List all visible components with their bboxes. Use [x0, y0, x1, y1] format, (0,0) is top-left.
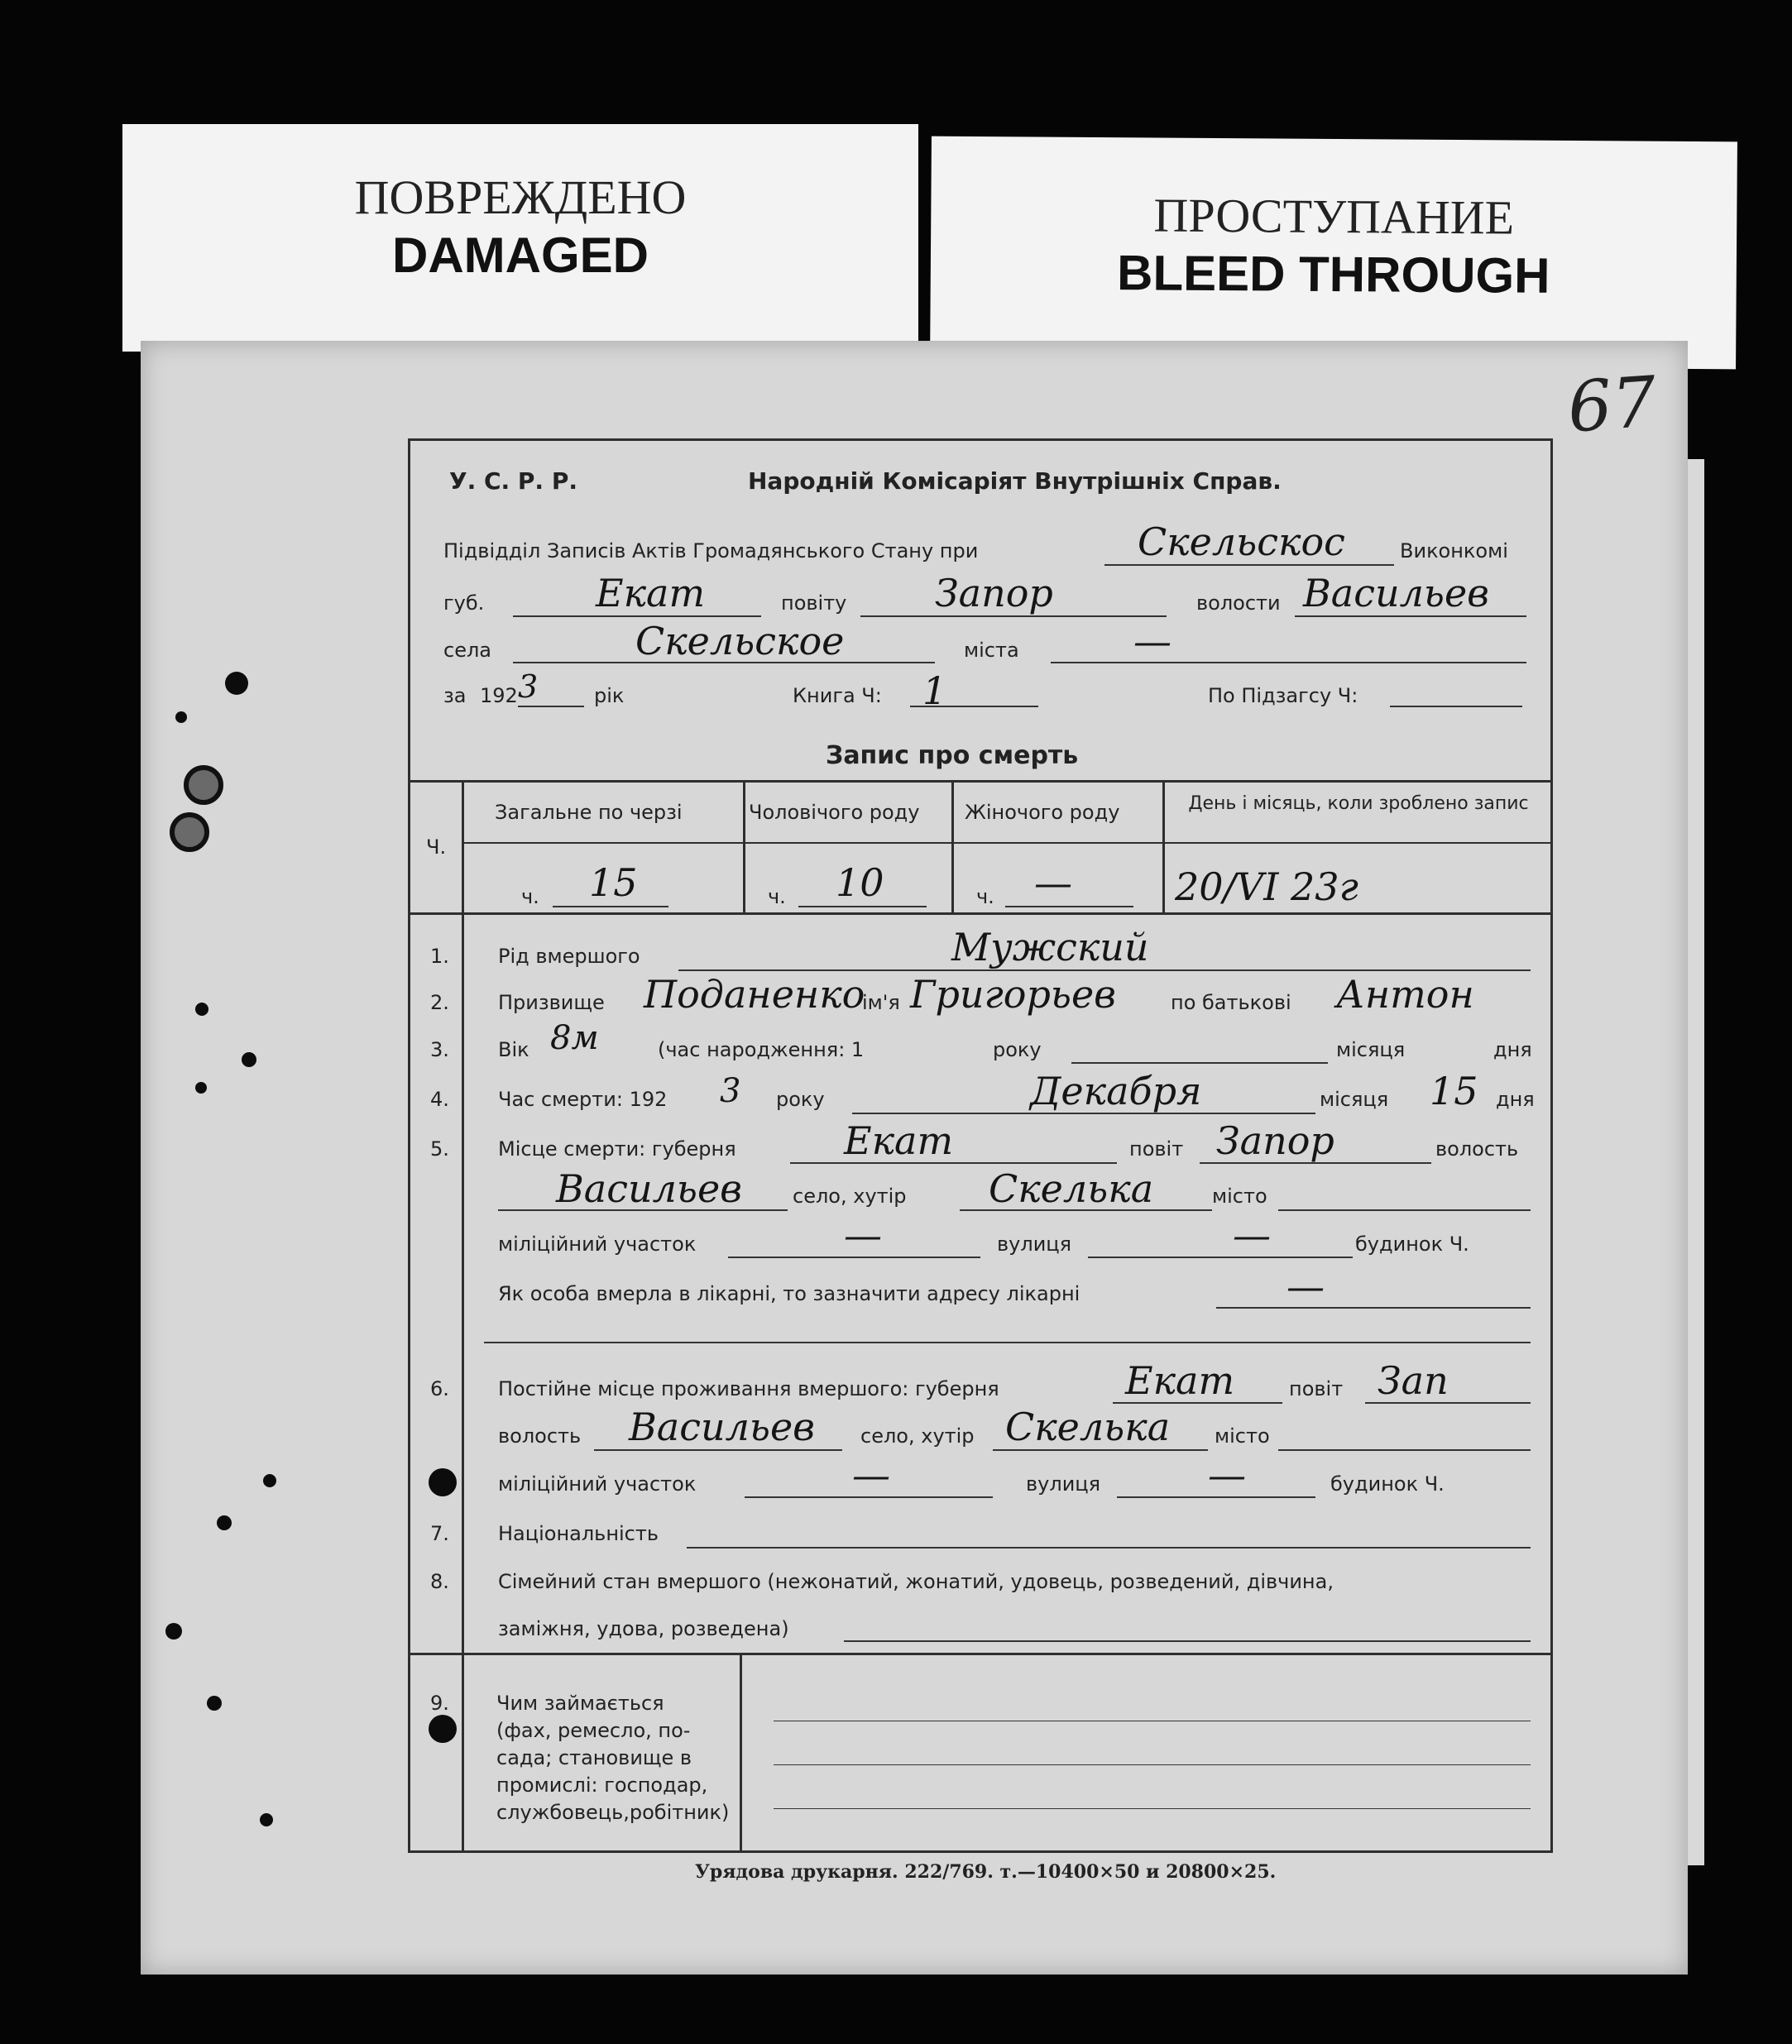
- count-male-label: Чоловічого роду: [749, 801, 920, 824]
- death-place-povit-underline: [1200, 1162, 1431, 1164]
- death-place-label: Місце смерти: губерня: [498, 1137, 736, 1161]
- residence-povit-underline: [1365, 1402, 1531, 1404]
- death-year-value: 3: [720, 1072, 741, 1110]
- subdept-value: Скельскос: [1138, 519, 1345, 564]
- count-table-divider: [743, 780, 745, 912]
- death-place-povit-value: Запор: [1216, 1118, 1334, 1163]
- death-place-gub-underline: [790, 1162, 1117, 1164]
- occupation-label-line: Чим займається: [496, 1692, 664, 1715]
- punch-hole: [207, 1696, 222, 1711]
- row5-number: 5.: [430, 1137, 449, 1161]
- bleed-through-label-ru: ПРОСТУПАНИЕ: [1153, 188, 1515, 245]
- body-top-line: [410, 912, 1552, 915]
- count-general-underline: [553, 906, 668, 907]
- subsection-label: По Підзагсу Ч:: [1208, 684, 1358, 707]
- page-number: 67: [1564, 361, 1660, 448]
- count-table-divider: [462, 780, 464, 912]
- residence-volost-underline: [594, 1449, 842, 1451]
- punch-hole: [170, 812, 209, 852]
- death-place-militia-value: —: [844, 1213, 882, 1257]
- death-place-volost-underline: [498, 1209, 788, 1211]
- volost-underline: [1295, 615, 1526, 617]
- death-day-label: дня: [1496, 1088, 1535, 1111]
- death-place-selo-value: Скелька: [989, 1166, 1154, 1211]
- row4-number: 4.: [430, 1088, 449, 1111]
- selo-underline: [513, 662, 935, 663]
- birth-time-label: (час народження: 1: [658, 1038, 865, 1061]
- residence-militia-label: міліційний участок: [498, 1472, 697, 1496]
- marital-status-label-line1: Сімейний стан вмершого (нежонатий, жонатий, удовець, розведений, дівчина,: [498, 1570, 1334, 1593]
- row3-number: 3.: [430, 1038, 449, 1061]
- count-female-label: Жіночого роду: [965, 801, 1120, 824]
- damaged-label-en: DAMAGED: [392, 227, 649, 283]
- occupation-label-line: службовець,робітник): [496, 1801, 730, 1824]
- hospital-address-underline-2: [484, 1342, 1531, 1343]
- first-name-value: Григорьев: [910, 972, 1116, 1017]
- punch-hole: [263, 1474, 276, 1487]
- gub-value: Екат: [596, 571, 706, 615]
- count-female-prefix: ч.: [976, 885, 994, 908]
- residence-mista-label: місто: [1215, 1424, 1270, 1448]
- residence-label: Постійне місце проживання вмершого: губерня: [498, 1377, 999, 1400]
- death-month-label: місяця: [1320, 1088, 1389, 1111]
- punch-hole: [195, 1082, 207, 1094]
- section9-number-divider: [462, 1653, 464, 1851]
- deceased-sex-value: Мужский: [951, 925, 1149, 969]
- occupation-label-line: сада; становище в: [496, 1746, 692, 1769]
- count-table-inner-line: [462, 842, 1552, 844]
- residence-gub-value: Екат: [1125, 1358, 1235, 1403]
- count-general-prefix: ч.: [521, 885, 539, 908]
- section9-label-divider: [740, 1653, 742, 1851]
- patronymic-value: Антон: [1336, 972, 1474, 1017]
- residence-street-label: вулиця: [1026, 1472, 1101, 1496]
- death-day-value: 15: [1430, 1069, 1478, 1113]
- row8-number: 8.: [430, 1570, 449, 1593]
- occupation-answer-line: [774, 1808, 1531, 1809]
- gub-underline: [513, 615, 761, 617]
- occupation-label-line: (фах, ремесло, по-: [496, 1719, 691, 1742]
- patronymic-label: по батькові: [1171, 991, 1291, 1014]
- mista-underline: [1051, 662, 1526, 663]
- mista-label: міста: [964, 639, 1019, 662]
- death-place-volost-label: волость: [1435, 1137, 1519, 1161]
- marital-status-underline: [844, 1640, 1531, 1642]
- damaged-label-card: [122, 124, 918, 352]
- residence-house-label: будинок Ч.: [1330, 1472, 1445, 1496]
- count-general-value: 15: [589, 860, 638, 905]
- row9-number: 9.: [430, 1692, 449, 1715]
- age-value: 8м: [550, 1019, 599, 1057]
- bleed-through-label-card: [930, 136, 1737, 370]
- death-place-povit-label: повіт: [1129, 1137, 1184, 1161]
- povit-label: повіту: [781, 591, 847, 615]
- count-table-top-line: [410, 780, 1552, 783]
- punch-hole: [217, 1515, 232, 1530]
- punch-hole: [165, 1623, 182, 1640]
- bleed-through-label-en: BLEED THROUGH: [1116, 245, 1550, 304]
- occupation-answer-line: [774, 1764, 1531, 1765]
- occupation-label-line: промислі: господар,: [496, 1774, 708, 1797]
- section9-top-line: [410, 1653, 1552, 1655]
- count-date-label: День і місяць, коли зроблено запис: [1188, 793, 1529, 814]
- death-month-underline: [852, 1113, 1315, 1114]
- residence-selo-label: село, хутір: [860, 1424, 975, 1448]
- death-year-label: року: [776, 1088, 825, 1111]
- povit-underline: [860, 615, 1167, 617]
- damaged-label-ru: ПОВРЕЖДЕНО: [354, 170, 687, 224]
- residence-selo-underline: [993, 1449, 1208, 1451]
- record-title: Запис про смерть: [826, 741, 1079, 770]
- count-male-value: 10: [836, 860, 884, 905]
- subdept-underline: [1104, 564, 1394, 566]
- count-date-value: 20/VI 23г: [1175, 864, 1358, 909]
- row6-number: 6.: [430, 1377, 449, 1400]
- gub-label: губ.: [443, 591, 485, 615]
- vykonkom-label: Виконкомі: [1400, 539, 1508, 562]
- death-place-selo-label: село, хутір: [793, 1185, 907, 1208]
- povit-value: Запор: [935, 571, 1053, 615]
- subdept-label: Підвідділ Записів Актів Громадянського Стану при: [443, 539, 979, 562]
- residence-volost-label: волость: [498, 1424, 582, 1448]
- row2-number: 2.: [430, 991, 449, 1014]
- death-place-street-underline: [1088, 1257, 1353, 1258]
- residence-selo-value: Скелька: [1005, 1405, 1171, 1449]
- nationality-label: Національність: [498, 1522, 659, 1545]
- death-month-value: Декабря: [1030, 1069, 1202, 1113]
- death-place-militia-underline: [728, 1257, 980, 1258]
- death-place-selo-underline: [960, 1209, 1212, 1211]
- punch-hole: [175, 711, 187, 723]
- hospital-address-underline: [1216, 1307, 1531, 1309]
- death-place-gub-value: Екат: [844, 1118, 954, 1163]
- count-male-underline: [798, 906, 927, 907]
- death-place-house-label: будинок Ч.: [1355, 1233, 1469, 1256]
- count-male-prefix: ч.: [768, 885, 786, 908]
- number-column-divider: [462, 912, 464, 1653]
- nationality-underline: [687, 1547, 1531, 1549]
- residence-gub-underline: [1113, 1402, 1282, 1404]
- row1-number: 1.: [430, 945, 449, 968]
- volost-value: Васильев: [1303, 571, 1489, 615]
- punch-hole: [242, 1052, 256, 1067]
- birth-day-label: дня: [1493, 1038, 1532, 1061]
- deceased-sex-underline: [678, 969, 1531, 971]
- marital-status-label-line2: заміжня, удова, розведена): [498, 1617, 789, 1640]
- count-female-underline: [1005, 906, 1133, 907]
- mista-value: —: [1133, 619, 1172, 663]
- count-table-divider: [1162, 780, 1165, 912]
- book-value: 1: [922, 668, 947, 713]
- year-underline: [518, 706, 584, 707]
- volost-label: волости: [1196, 591, 1281, 615]
- punch-hole: [260, 1813, 273, 1826]
- year-handwritten: 3: [518, 668, 539, 705]
- age-label: Вік: [498, 1038, 529, 1061]
- birth-year-label: року: [993, 1038, 1042, 1061]
- residence-militia-underline: [745, 1496, 993, 1498]
- birth-month-label: місяця: [1336, 1038, 1406, 1061]
- surname-value: Поданенко: [644, 972, 865, 1017]
- year-printed: 192: [480, 684, 518, 707]
- ministry-name: Народній Комісаріят Внутрішніх Справ.: [748, 467, 1282, 495]
- death-place-mista-label: місто: [1212, 1185, 1267, 1208]
- residence-povit-label: повіт: [1289, 1377, 1344, 1400]
- punch-hole: [195, 1003, 208, 1016]
- subsection-underline: [1390, 706, 1522, 707]
- book-label: Книга Ч:: [793, 684, 882, 707]
- hospital-address-value: —: [1287, 1264, 1325, 1309]
- book-underline: [910, 706, 1038, 707]
- residence-street-underline: [1117, 1496, 1315, 1498]
- first-name-label: ім'я: [862, 991, 900, 1014]
- death-place-volost-value: Васильев: [556, 1166, 742, 1211]
- punch-hole: [225, 672, 248, 695]
- death-time-label: Час смерти: 192: [498, 1088, 668, 1111]
- residence-mista-underline: [1278, 1449, 1531, 1451]
- death-place-street-value: —: [1233, 1213, 1271, 1257]
- death-place-militia-label: міліційний участок: [498, 1233, 697, 1256]
- death-place-mista-underline: [1278, 1209, 1531, 1211]
- surname-label: Призвище: [498, 991, 605, 1014]
- residence-militia-value: —: [852, 1453, 890, 1497]
- birth-underline: [1071, 1062, 1328, 1064]
- row7-number: 7.: [430, 1522, 449, 1545]
- residence-street-value: —: [1208, 1453, 1246, 1497]
- count-female-value: —: [1034, 860, 1072, 905]
- printer-imprint: Урядова друкарня. 222/769. т.—10400×50 и 20800×25.: [695, 1861, 1277, 1883]
- year-label-suffix: рік: [594, 684, 625, 707]
- selo-label: села: [443, 639, 492, 662]
- deceased-sex-label: Рід вмершого: [498, 945, 640, 968]
- count-general-label: Загальне по черзі: [495, 801, 683, 824]
- residence-volost-value: Васильев: [629, 1405, 815, 1449]
- hospital-address-label: Як особа вмерла в лікарні, то зазначити адресу лікарні: [498, 1282, 1080, 1305]
- org-name: У. С. Р. Р.: [449, 467, 577, 495]
- residence-povit-value: Зап: [1378, 1358, 1449, 1403]
- selo-value: Скельское: [635, 619, 845, 663]
- count-ch-label: Ч.: [426, 835, 447, 859]
- count-table-divider: [951, 780, 954, 912]
- death-place-street-label: вулиця: [997, 1233, 1072, 1256]
- year-label-prefix: за: [443, 684, 467, 707]
- punch-hole: [184, 765, 223, 805]
